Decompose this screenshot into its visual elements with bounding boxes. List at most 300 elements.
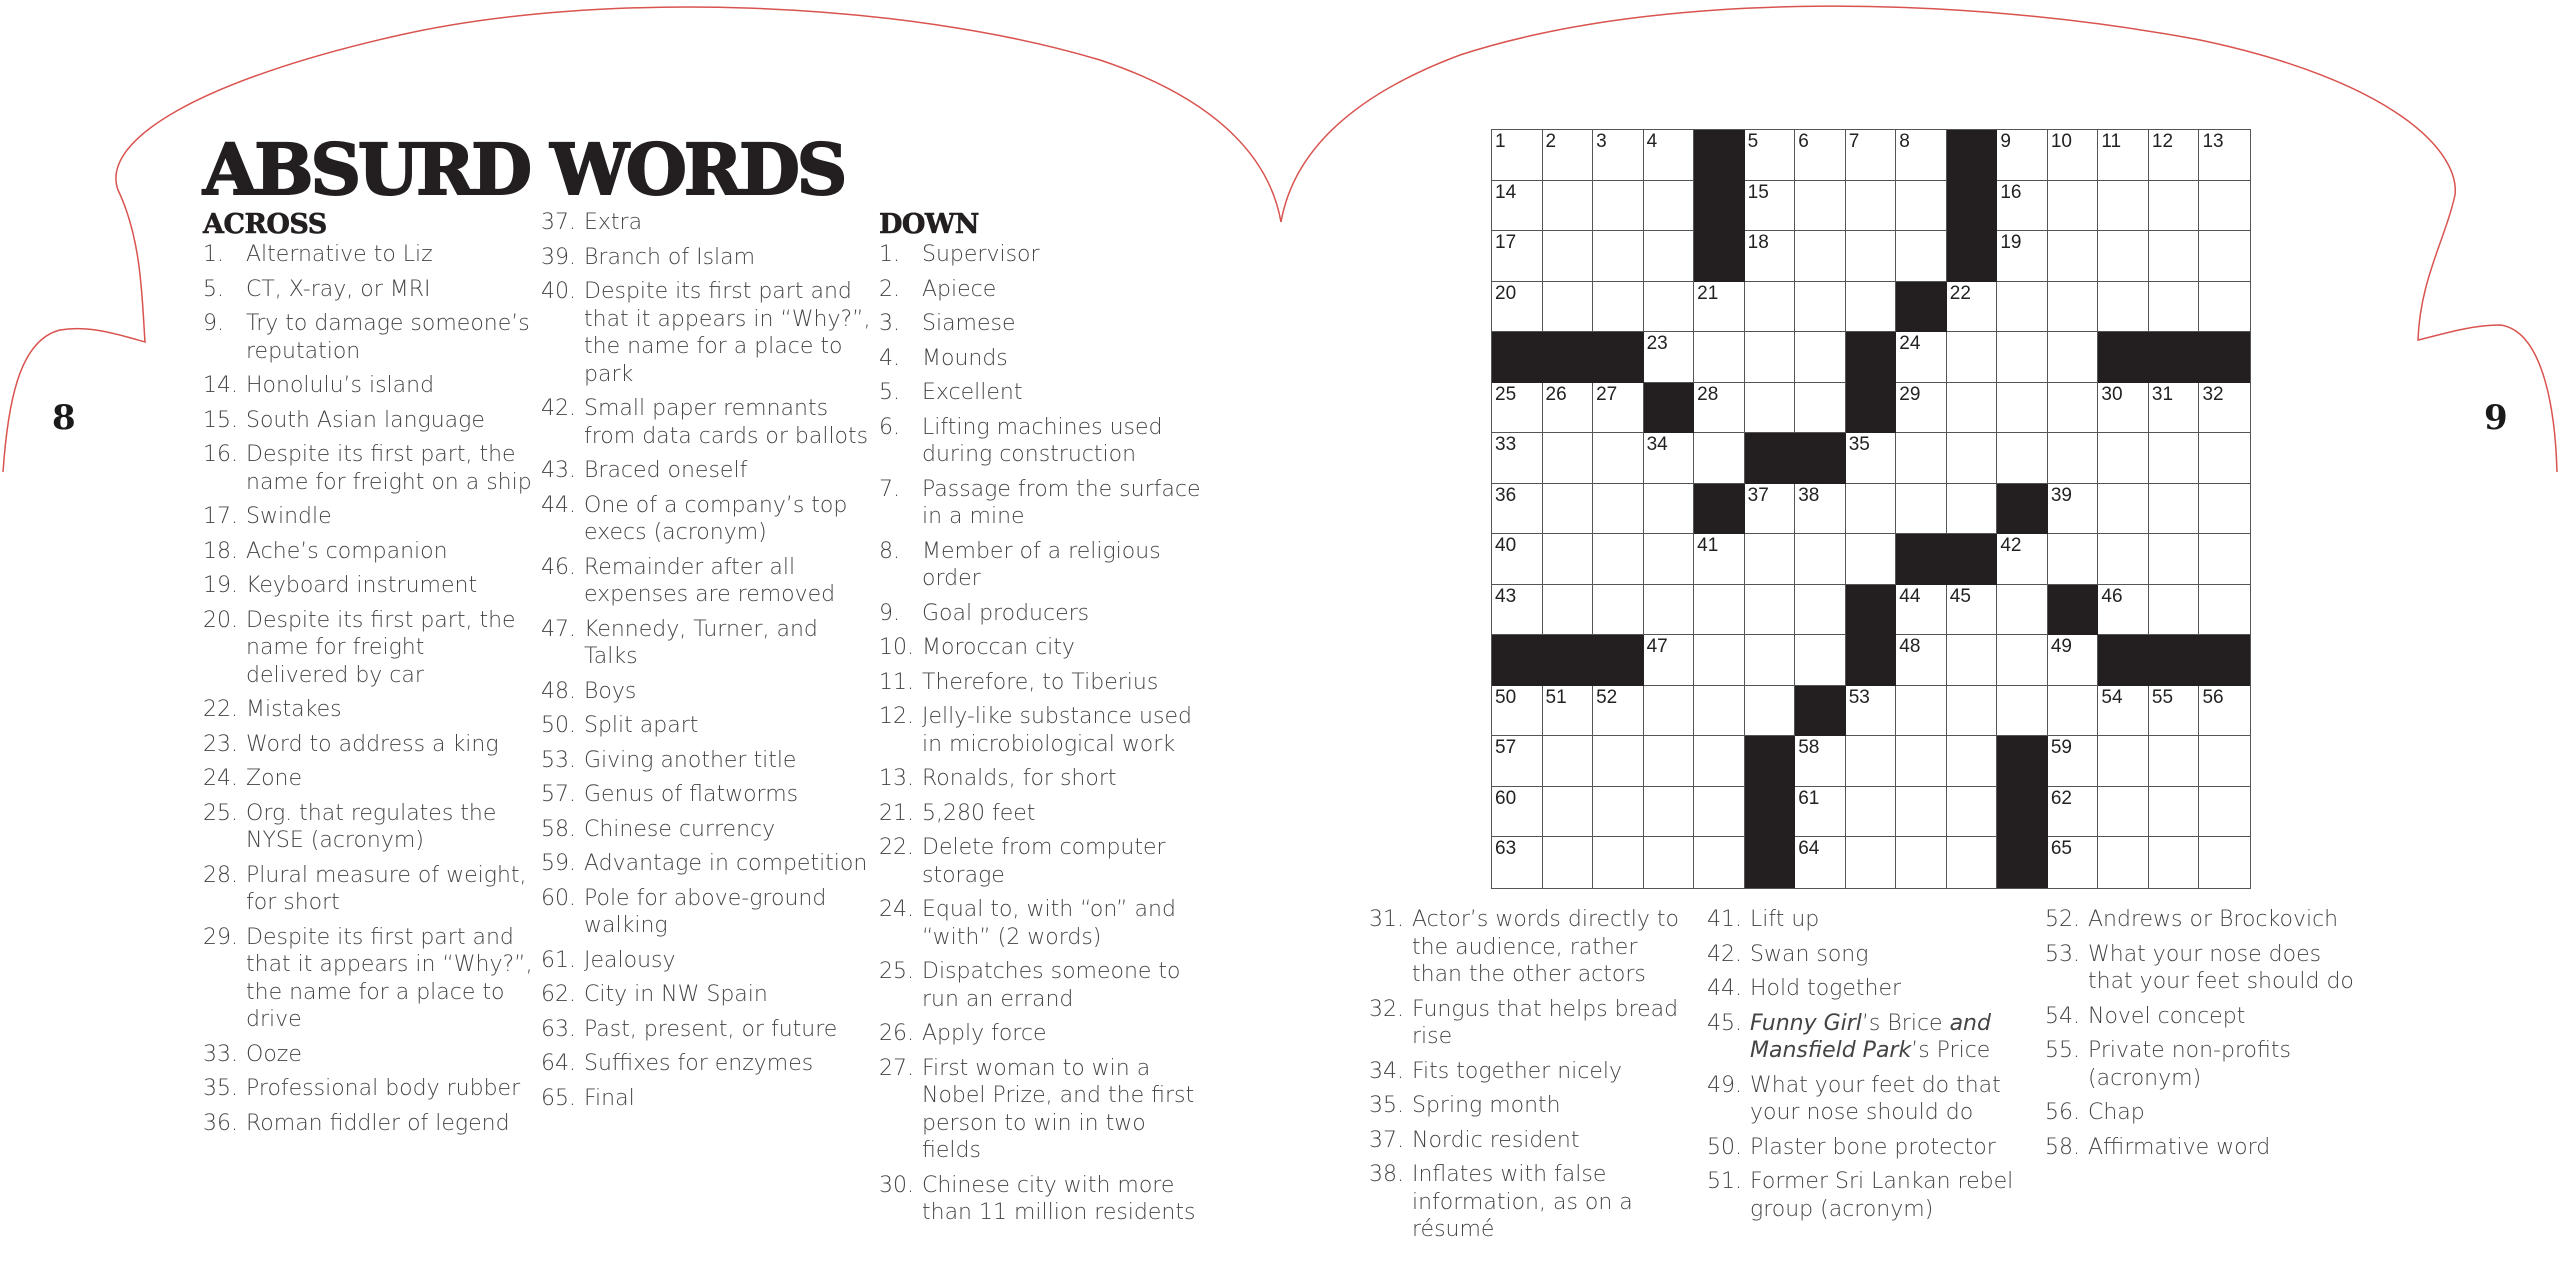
- grid-cell[interactable]: [2098, 837, 2149, 888]
- grid-cell[interactable]: [2098, 585, 2149, 636]
- clue-text: Past, present, or future: [584, 1016, 838, 1042]
- grid-cell[interactable]: [1644, 181, 1695, 232]
- grid-cell[interactable]: [1492, 383, 1543, 434]
- clue-item: [2045, 1003, 2365, 1031]
- grid-cell[interactable]: [1745, 635, 1796, 686]
- grid-cell[interactable]: [2149, 837, 2200, 888]
- grid-cell[interactable]: [2199, 837, 2250, 888]
- grid-cell[interactable]: [2048, 433, 2099, 484]
- grid-cell[interactable]: [1644, 433, 1695, 484]
- grid-cell[interactable]: [1694, 736, 1745, 787]
- clue-number: 63.: [541, 1016, 576, 1042]
- grid-cell[interactable]: [2149, 433, 2200, 484]
- grid-cell[interactable]: [1795, 837, 1846, 888]
- grid-cell[interactable]: [1644, 484, 1695, 535]
- clue-text: Siamese: [922, 311, 1016, 336]
- cell-number: 62: [2050, 787, 2072, 809]
- grid-cell[interactable]: [1644, 332, 1695, 383]
- grid-cell[interactable]: [1947, 383, 1998, 434]
- grid-cell[interactable]: [1644, 231, 1695, 282]
- clue-text: Honolulu’s island: [246, 373, 435, 398]
- clue-text: Novel concept: [2088, 1003, 2246, 1029]
- clue-item: [203, 503, 533, 531]
- grid-cell[interactable]: [1492, 534, 1543, 585]
- grid-cell[interactable]: [1997, 130, 2048, 181]
- grid-cell[interactable]: [1593, 433, 1644, 484]
- grid-cell[interactable]: [1745, 383, 1796, 434]
- grid-cell[interactable]: [1896, 736, 1947, 787]
- puzzle-title: ABSURD WORDS: [203, 128, 845, 211]
- grid-cell[interactable]: [2048, 383, 2099, 434]
- cell-number: 56: [2202, 686, 2224, 708]
- grid-cell[interactable]: [1543, 231, 1594, 282]
- clue-text: Roman fiddler of legend: [246, 1110, 510, 1136]
- grid-cell[interactable]: [1492, 585, 1543, 636]
- grid-cell[interactable]: [1745, 585, 1796, 636]
- grid-cell[interactable]: [1745, 534, 1796, 585]
- grid-cell[interactable]: [2149, 484, 2200, 535]
- grid-cell[interactable]: [1947, 332, 1998, 383]
- clue-item: [541, 554, 871, 609]
- cell-number: 3: [1596, 131, 1607, 152]
- grid-cell[interactable]: [2199, 534, 2250, 585]
- grid-cell[interactable]: [1795, 484, 1846, 535]
- clue-text: One of a company’s top execs (acronym): [584, 492, 848, 545]
- grid-cell[interactable]: [1997, 383, 2048, 434]
- grid-cell[interactable]: [1694, 383, 1745, 434]
- grid-cell[interactable]: [1492, 484, 1543, 535]
- grid-cell[interactable]: [2098, 787, 2149, 838]
- clue-number: 50.: [541, 713, 576, 738]
- grid-cell[interactable]: [2048, 736, 2099, 787]
- clue-item: [1707, 1134, 2027, 1162]
- grid-cell[interactable]: [2199, 130, 2250, 181]
- grid-cell[interactable]: [1593, 736, 1644, 787]
- grid-cell[interactable]: [1694, 585, 1745, 636]
- black-square: [2098, 635, 2149, 686]
- grid-cell[interactable]: [1846, 787, 1897, 838]
- clue-text: Genus of flatworms: [584, 782, 799, 807]
- clue-item: [203, 1041, 533, 1069]
- grid-cell[interactable]: [1543, 787, 1594, 838]
- grid-cell[interactable]: [1846, 686, 1897, 737]
- grid-cell[interactable]: [1593, 181, 1644, 232]
- black-square: [1997, 787, 2048, 838]
- clue-text: Supervisor: [922, 242, 1040, 267]
- clue-text: Passage from the surface in a mine: [922, 476, 1201, 529]
- grid-cell[interactable]: [1745, 282, 1796, 333]
- clue-text: Actor’s words directly to the audience, rather than the other actors: [1412, 907, 1679, 987]
- grid-cell[interactable]: [1795, 534, 1846, 585]
- grid-cell[interactable]: [2199, 686, 2250, 737]
- grid-cell[interactable]: [1593, 484, 1644, 535]
- grid-cell[interactable]: [1694, 282, 1745, 333]
- grid-cell[interactable]: [2048, 282, 2099, 333]
- clue-item: [541, 1085, 871, 1113]
- clue-number: 28.: [203, 862, 238, 888]
- grid-cell[interactable]: [1593, 282, 1644, 333]
- grid-cell[interactable]: [1644, 635, 1695, 686]
- grid-cell[interactable]: [2098, 282, 2149, 333]
- grid-cell[interactable]: [1543, 181, 1594, 232]
- clue-number: 53.: [2045, 941, 2080, 967]
- grid-cell[interactable]: [2048, 130, 2099, 181]
- grid-cell[interactable]: [1593, 837, 1644, 888]
- grid-cell[interactable]: [2149, 787, 2200, 838]
- clue-text: Org. that regulates the NYSE (acronym): [246, 800, 497, 853]
- grid-cell[interactable]: [2149, 383, 2200, 434]
- grid-cell[interactable]: [1947, 585, 1998, 636]
- grid-cell[interactable]: [2098, 686, 2149, 737]
- clue-item: [879, 1172, 1209, 1227]
- grid-cell[interactable]: [1795, 282, 1846, 333]
- grid-cell[interactable]: [1795, 635, 1846, 686]
- grid-cell[interactable]: [1947, 433, 1998, 484]
- grid-cell[interactable]: [1694, 332, 1745, 383]
- clue-text: 5,280 feet: [922, 800, 1036, 826]
- grid-cell[interactable]: [1947, 787, 1998, 838]
- grid-cell[interactable]: [2098, 383, 2149, 434]
- cell-number: 64: [1798, 838, 1820, 860]
- cell-number: 65: [2050, 838, 2072, 860]
- grid-cell[interactable]: [1492, 130, 1543, 181]
- grid-cell[interactable]: [1593, 585, 1644, 636]
- grid-cell[interactable]: [1896, 231, 1947, 282]
- grid-cell[interactable]: [2098, 484, 2149, 535]
- clue-number: 20.: [203, 607, 238, 633]
- grid-cell[interactable]: [2199, 383, 2250, 434]
- grid-cell[interactable]: [1543, 282, 1594, 333]
- clue-text: Therefore, to Tiberius: [922, 669, 1159, 695]
- clue-text: Goal producers: [922, 600, 1090, 626]
- clue-number: 6.: [879, 414, 900, 440]
- grid-cell[interactable]: [2149, 534, 2200, 585]
- cell-number: 42: [2000, 535, 2022, 557]
- clue-text: Suffixes for enzymes: [584, 1051, 814, 1076]
- grid-cell[interactable]: [1745, 332, 1796, 383]
- grid-cell[interactable]: [1896, 837, 1947, 888]
- cell-number: 4: [1646, 131, 1658, 152]
- grid-cell[interactable]: [1593, 787, 1644, 838]
- clue-text: Hold together: [1750, 976, 1902, 1001]
- grid-cell[interactable]: [1492, 231, 1543, 282]
- clue-text: Plural measure of weight, for short: [246, 862, 527, 915]
- grid-cell[interactable]: [1492, 181, 1543, 232]
- cell-number: 41: [1697, 535, 1719, 557]
- grid-cell[interactable]: [1492, 837, 1543, 888]
- grid-cell[interactable]: [1947, 484, 1998, 535]
- grid-cell[interactable]: [1543, 130, 1594, 181]
- clue-text: What your feet do that your nose should do: [1750, 1072, 2001, 1125]
- cell-number: 33: [1495, 434, 1517, 456]
- grid-cell[interactable]: [2149, 130, 2200, 181]
- grid-cell[interactable]: [1745, 231, 1796, 282]
- grid-cell[interactable]: [1997, 635, 2048, 686]
- grid-cell[interactable]: [2048, 534, 2099, 585]
- grid-cell[interactable]: [1745, 686, 1796, 737]
- grid-cell[interactable]: [1694, 686, 1745, 737]
- grid-cell[interactable]: [2048, 332, 2099, 383]
- across-column-1: [203, 209, 533, 1144]
- grid-cell[interactable]: [1492, 686, 1543, 737]
- clue-number: 58.: [2045, 1134, 2080, 1160]
- down-column-2: [1369, 906, 1689, 1251]
- clue-text: Despite its first part, the name for freight delivered by car: [246, 607, 516, 688]
- grid-cell[interactable]: [2199, 736, 2250, 787]
- grid-cell[interactable]: [1846, 231, 1897, 282]
- grid-cell[interactable]: [1543, 837, 1594, 888]
- grid-cell[interactable]: [1745, 181, 1796, 232]
- grid-cell[interactable]: [1997, 433, 2048, 484]
- grid-cell[interactable]: [2048, 635, 2099, 686]
- black-square: [1846, 585, 1897, 636]
- clue-text: Chinese currency: [584, 816, 776, 842]
- clue-text: Apiece: [922, 276, 997, 302]
- clue-item: [2045, 1037, 2365, 1092]
- clue-item: [203, 372, 533, 400]
- grid-cell[interactable]: [1896, 332, 1947, 383]
- grid-cell[interactable]: [2098, 130, 2149, 181]
- grid-cell[interactable]: [1593, 383, 1644, 434]
- clue-number: 5.: [879, 380, 900, 405]
- clue-text: Swan song: [1750, 941, 1869, 967]
- clue-text: Mounds: [922, 345, 1008, 371]
- grid-cell[interactable]: [1492, 736, 1543, 787]
- grid-cell[interactable]: [1997, 282, 2048, 333]
- grid-cell[interactable]: [2048, 484, 2099, 535]
- grid-cell[interactable]: [1896, 484, 1947, 535]
- black-square: [1846, 383, 1897, 434]
- grid-cell[interactable]: [2199, 181, 2250, 232]
- clue-text: Split apart: [584, 713, 699, 738]
- grid-cell[interactable]: [1795, 787, 1846, 838]
- clue-item: [541, 457, 871, 485]
- grid-cell[interactable]: [1543, 736, 1594, 787]
- grid-cell[interactable]: [2199, 787, 2250, 838]
- grid-cell[interactable]: [1896, 433, 1947, 484]
- clue-item: [879, 600, 1209, 628]
- grid-cell[interactable]: [1644, 787, 1695, 838]
- clue-text: Chinese city with more than 11 million residents: [922, 1172, 1196, 1225]
- grid-cell[interactable]: [1644, 130, 1695, 181]
- grid-cell[interactable]: [1795, 383, 1846, 434]
- grid-cell[interactable]: [1896, 585, 1947, 636]
- clue-item: [541, 616, 871, 671]
- grid-cell[interactable]: [1896, 686, 1947, 737]
- grid-cell[interactable]: [2048, 837, 2099, 888]
- grid-cell[interactable]: [1997, 231, 2048, 282]
- clue-number: 30.: [879, 1172, 914, 1198]
- grid-cell[interactable]: [1644, 686, 1695, 737]
- clue-item: [541, 1050, 871, 1078]
- grid-cell[interactable]: [2199, 585, 2250, 636]
- clue-text: Fits together nicely: [1412, 1058, 1623, 1084]
- grid-cell[interactable]: [2098, 433, 2149, 484]
- grid-cell[interactable]: [1694, 837, 1745, 888]
- cell-number: 5: [1747, 131, 1759, 152]
- clue-text: Jealousy: [584, 947, 676, 973]
- clue-item: [879, 414, 1209, 469]
- black-square: [2048, 585, 2099, 636]
- clue-item: [203, 310, 533, 365]
- cell-number: 6: [1798, 131, 1809, 152]
- black-square: [2149, 635, 2200, 686]
- grid-cell[interactable]: [1846, 181, 1897, 232]
- grid-cell[interactable]: [1795, 231, 1846, 282]
- grid-cell[interactable]: [2149, 585, 2200, 636]
- grid-cell[interactable]: [1795, 130, 1846, 181]
- grid-cell[interactable]: [2048, 231, 2099, 282]
- clue-text: Despite its first part and that it appears in “Why?”, the name for a place to drive: [246, 924, 533, 1032]
- grid-cell[interactable]: [1896, 181, 1947, 232]
- grid-cell[interactable]: [2149, 736, 2200, 787]
- grid-cell[interactable]: [1694, 534, 1745, 585]
- grid-cell[interactable]: [1947, 282, 1998, 333]
- grid-cell[interactable]: [1997, 585, 2048, 636]
- grid-cell[interactable]: [1896, 130, 1947, 181]
- clue-item: [541, 981, 871, 1009]
- grid-cell[interactable]: [1593, 130, 1644, 181]
- black-square: [1745, 736, 1796, 787]
- clue-item: [879, 703, 1209, 758]
- grid-cell[interactable]: [1492, 282, 1543, 333]
- black-square: [1694, 231, 1745, 282]
- clue-text: Boys: [584, 678, 637, 704]
- grid-cell[interactable]: [1492, 433, 1543, 484]
- clue-text: Giving another title: [584, 747, 797, 773]
- grid-cell[interactable]: [2149, 231, 2200, 282]
- grid-cell[interactable]: [1896, 635, 1947, 686]
- clue-number: 58.: [541, 816, 576, 842]
- clue-number: 64.: [541, 1051, 576, 1076]
- grid-cell[interactable]: [1593, 686, 1644, 737]
- grid-cell[interactable]: [2048, 787, 2099, 838]
- grid-cell[interactable]: [2199, 282, 2250, 333]
- grid-cell[interactable]: [1593, 534, 1644, 585]
- grid-cell[interactable]: [2199, 484, 2250, 535]
- grid-cell[interactable]: [1947, 635, 1998, 686]
- clue-item: [541, 781, 871, 809]
- grid-cell[interactable]: [1997, 686, 2048, 737]
- cell-number: 50: [1495, 686, 1517, 708]
- grid-cell[interactable]: [1947, 736, 1998, 787]
- grid-cell[interactable]: [1846, 433, 1897, 484]
- grid-cell[interactable]: [1644, 837, 1695, 888]
- left-page-number: 8: [52, 398, 76, 438]
- grid-cell[interactable]: [1846, 130, 1897, 181]
- clue-item: [541, 244, 871, 272]
- clue-text: Despite its first part and that it appears in “Why?”, the name for a place to park: [584, 279, 871, 387]
- grid-cell[interactable]: [1543, 484, 1594, 535]
- clue-number: 59.: [541, 851, 576, 876]
- grid-cell[interactable]: [1795, 736, 1846, 787]
- cell-number: 13: [2202, 131, 2224, 152]
- grid-cell[interactable]: [1846, 534, 1897, 585]
- grid-cell[interactable]: [2149, 282, 2200, 333]
- grid-cell[interactable]: [1846, 282, 1897, 333]
- cell-number: 45: [1949, 585, 1971, 607]
- grid-cell[interactable]: [1896, 787, 1947, 838]
- clue-item: [541, 816, 871, 844]
- grid-cell[interactable]: [1694, 635, 1745, 686]
- grid-cell[interactable]: [1997, 332, 2048, 383]
- black-square: [1997, 736, 2048, 787]
- grid-cell[interactable]: [2098, 534, 2149, 585]
- clue-text: Keyboard instrument: [246, 573, 478, 598]
- grid-cell[interactable]: [1795, 585, 1846, 636]
- grid-cell[interactable]: [2149, 181, 2200, 232]
- grid-cell[interactable]: [1593, 231, 1644, 282]
- grid-cell[interactable]: [1997, 181, 2048, 232]
- grid-cell[interactable]: [1694, 433, 1745, 484]
- cell-number: 16: [2000, 181, 2022, 203]
- grid-cell[interactable]: [2048, 181, 2099, 232]
- grid-cell[interactable]: [1947, 686, 1998, 737]
- grid-cell[interactable]: [2199, 433, 2250, 484]
- clue-number: 32.: [1369, 996, 1404, 1022]
- grid-cell[interactable]: [2149, 686, 2200, 737]
- grid-cell[interactable]: [2098, 231, 2149, 282]
- clue-item: [1369, 906, 1689, 989]
- clue-item: [2045, 1099, 2365, 1127]
- clue-item: [203, 862, 533, 917]
- cell-number: 40: [1495, 535, 1517, 557]
- grid-cell[interactable]: [2048, 686, 2099, 737]
- grid-cell[interactable]: [1543, 534, 1594, 585]
- clue-number: 56.: [2045, 1100, 2080, 1125]
- grid-cell[interactable]: [1644, 585, 1695, 636]
- cell-number: 29: [1899, 383, 1921, 405]
- grid-cell[interactable]: [1492, 787, 1543, 838]
- cell-number: 43: [1495, 585, 1517, 607]
- grid-cell[interactable]: [1644, 282, 1695, 333]
- grid-cell[interactable]: [1543, 433, 1594, 484]
- grid-cell[interactable]: [1694, 787, 1745, 838]
- black-square: [1745, 433, 1796, 484]
- grid-cell[interactable]: [1543, 383, 1594, 434]
- grid-cell[interactable]: [1846, 837, 1897, 888]
- cell-number: 14: [1495, 181, 1517, 203]
- clue-number: 7.: [879, 476, 900, 502]
- grid-cell[interactable]: [1543, 686, 1594, 737]
- grid-cell[interactable]: [2199, 231, 2250, 282]
- grid-cell[interactable]: [1745, 130, 1796, 181]
- clue-text: First woman to win a Nobel Prize, and the first person to win in two fields: [922, 1055, 1195, 1163]
- down-list-3: [1707, 906, 2027, 1223]
- grid-cell[interactable]: [1997, 534, 2048, 585]
- grid-cell[interactable]: [1644, 736, 1695, 787]
- clue-item: [879, 765, 1209, 793]
- black-square: [1543, 635, 1594, 686]
- clue-text: Branch of Islam: [584, 244, 756, 270]
- cell-number: 21: [1697, 282, 1719, 304]
- grid-cell[interactable]: [1644, 534, 1695, 585]
- grid-cell[interactable]: [1795, 332, 1846, 383]
- grid-cell[interactable]: [1947, 837, 1998, 888]
- grid-cell[interactable]: [1795, 181, 1846, 232]
- grid-cell[interactable]: [1846, 736, 1897, 787]
- grid-cell[interactable]: [1896, 383, 1947, 434]
- grid-cell[interactable]: [1846, 484, 1897, 535]
- grid-cell[interactable]: [1543, 585, 1594, 636]
- grid-cell[interactable]: [2098, 181, 2149, 232]
- clue-number: 24.: [203, 766, 238, 791]
- grid-cell[interactable]: [1745, 484, 1796, 535]
- clue-text: Ache’s companion: [246, 538, 448, 564]
- black-square: [1694, 484, 1745, 535]
- clue-number: 8.: [879, 538, 900, 564]
- grid-cell[interactable]: [2098, 736, 2149, 787]
